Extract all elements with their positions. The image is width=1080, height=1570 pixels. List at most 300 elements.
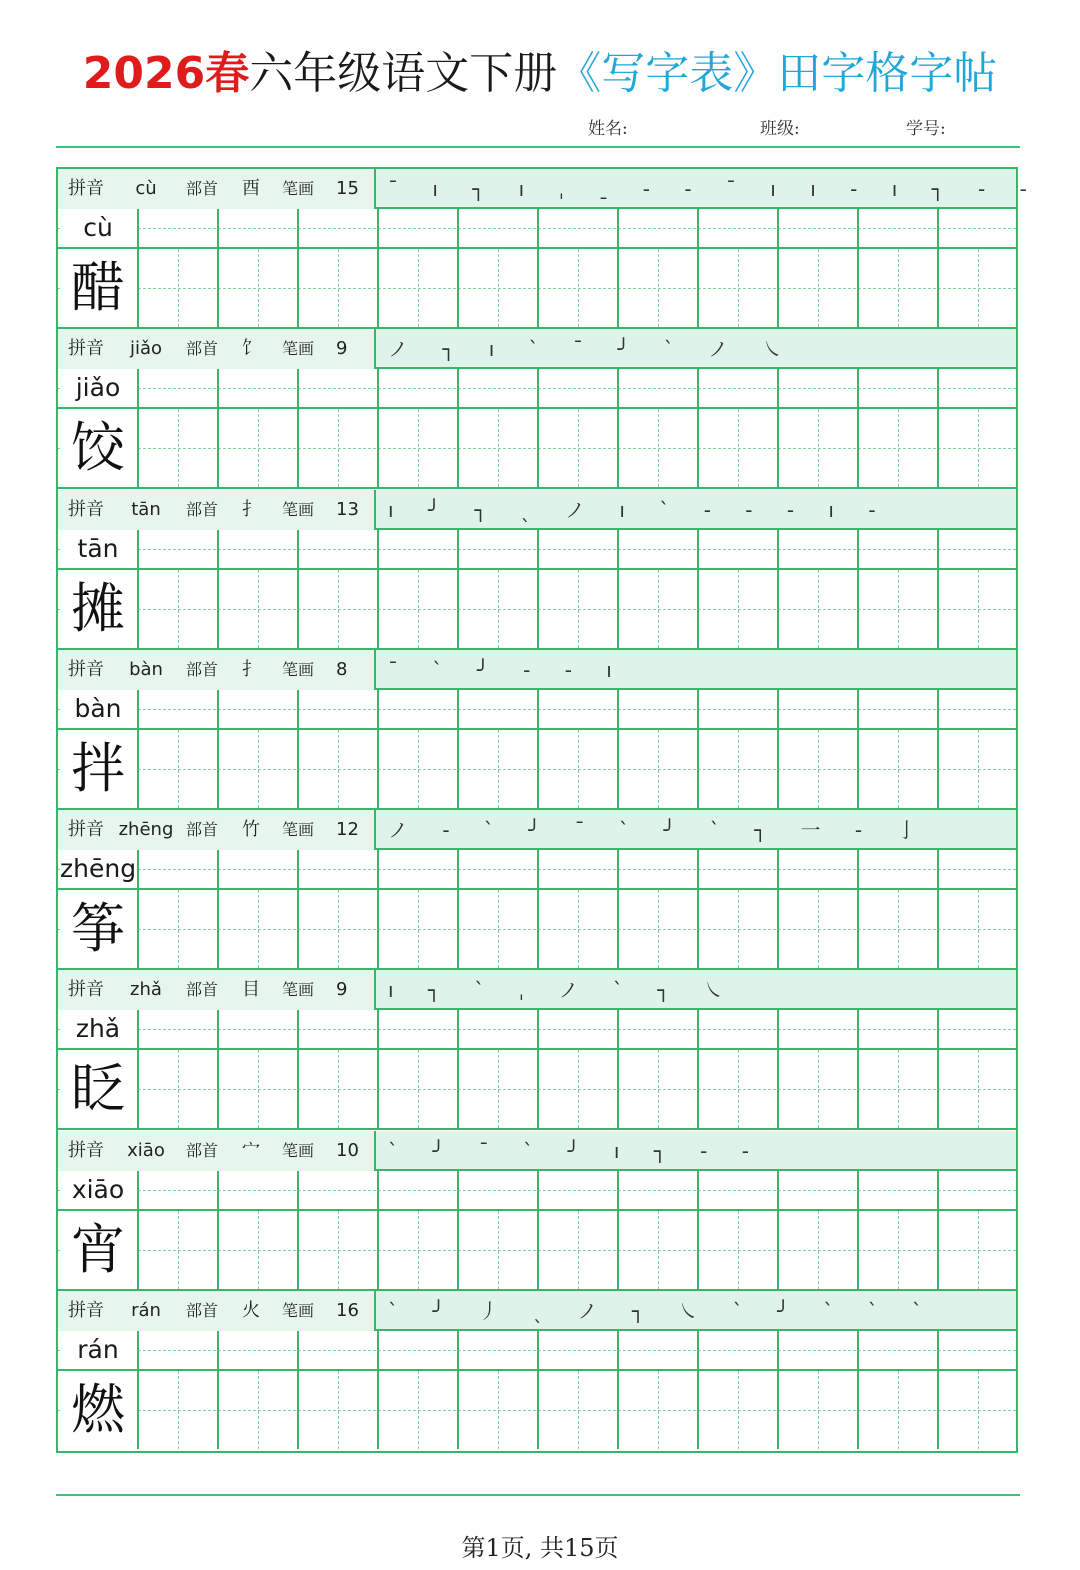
grid-divider bbox=[297, 530, 299, 568]
character-practice-row bbox=[58, 890, 1016, 970]
radical-label: 部首 bbox=[186, 1140, 219, 1160]
grid-divider bbox=[297, 1211, 299, 1289]
radical-value: 酉 bbox=[242, 178, 260, 199]
tian-vertical-guide bbox=[178, 730, 179, 808]
character-practice-row bbox=[58, 730, 1016, 810]
grid-divider bbox=[217, 209, 219, 247]
grid-divider bbox=[937, 1331, 939, 1369]
grid-divider bbox=[537, 690, 539, 728]
grid-divider bbox=[697, 1211, 699, 1289]
character-block bbox=[58, 810, 1016, 970]
model-pinyin: tān bbox=[60, 530, 136, 568]
grid-divider bbox=[137, 850, 139, 888]
tian-vertical-guide bbox=[818, 730, 819, 808]
info-bar bbox=[58, 970, 1016, 1010]
grid-divider bbox=[937, 690, 939, 728]
tian-vertical-guide bbox=[578, 1050, 579, 1128]
grid-divider bbox=[857, 1331, 859, 1369]
grid-divider bbox=[537, 369, 539, 407]
pinyin-label: 拼音 bbox=[68, 338, 104, 360]
strokes-value: 9 bbox=[336, 979, 348, 1001]
model-pinyin: rán bbox=[60, 1331, 136, 1369]
page-title bbox=[0, 44, 1080, 104]
model-character: 醋 bbox=[60, 249, 136, 327]
grid-divider bbox=[217, 570, 219, 648]
grid-divider bbox=[137, 1211, 139, 1289]
grid-divider bbox=[617, 570, 619, 648]
tian-vertical-guide bbox=[898, 1211, 899, 1289]
tian-vertical-guide bbox=[818, 890, 819, 968]
grid-divider bbox=[857, 730, 859, 808]
grid-divider bbox=[697, 730, 699, 808]
grid-divider bbox=[377, 249, 379, 327]
radical-label: 部首 bbox=[186, 179, 219, 198]
tian-vertical-guide bbox=[418, 1211, 419, 1289]
tian-vertical-guide bbox=[338, 1211, 339, 1289]
grid-divider bbox=[537, 1171, 539, 1209]
grid-divider bbox=[217, 249, 219, 327]
character-practice-row bbox=[58, 1211, 1016, 1291]
tian-vertical-guide bbox=[898, 730, 899, 808]
grid-divider bbox=[137, 209, 139, 247]
tian-vertical-guide bbox=[498, 890, 499, 968]
stroke-order-strip: ˋ ╯ ˉ ˋ ╯ ı ┐ ‐ ‐ bbox=[388, 1138, 763, 1163]
strokes-label: 笔画 bbox=[282, 659, 315, 679]
grid-divider bbox=[697, 690, 699, 728]
grid-divider bbox=[857, 1211, 859, 1289]
grid-divider bbox=[857, 249, 859, 327]
strokes-label: 笔画 bbox=[282, 499, 315, 519]
pinyin-practice-row bbox=[58, 1331, 1016, 1371]
grid-divider bbox=[457, 690, 459, 728]
grid-divider bbox=[457, 369, 459, 407]
grid-divider bbox=[697, 890, 699, 968]
grid-divider bbox=[217, 850, 219, 888]
title-grade: 六年级语文下册 bbox=[249, 48, 558, 99]
pinyin-value: rán bbox=[131, 1299, 161, 1321]
grid-divider bbox=[857, 369, 859, 407]
grid-divider bbox=[377, 1171, 379, 1209]
info-bar bbox=[58, 810, 1016, 850]
tian-vertical-guide bbox=[338, 570, 339, 648]
grid-divider bbox=[937, 209, 939, 247]
model-pinyin: bàn bbox=[60, 690, 136, 728]
grid-divider bbox=[697, 850, 699, 888]
grid-divider bbox=[697, 570, 699, 648]
tian-vertical-guide bbox=[258, 249, 259, 327]
tian-vertical-guide bbox=[418, 730, 419, 808]
grid-divider bbox=[217, 409, 219, 487]
grid-divider bbox=[777, 690, 779, 728]
model-pinyin: zhǎ bbox=[60, 1010, 136, 1048]
tian-vertical-guide bbox=[898, 1050, 899, 1128]
grid-divider bbox=[617, 1371, 619, 1449]
info-cell bbox=[58, 970, 376, 1010]
tian-vertical-guide bbox=[738, 249, 739, 327]
pinyin-practice-row bbox=[58, 530, 1016, 570]
character-practice-row bbox=[58, 570, 1016, 650]
grid-divider bbox=[937, 890, 939, 968]
grid-divider bbox=[777, 730, 779, 808]
tian-vertical-guide bbox=[818, 1050, 819, 1128]
tian-vertical-guide bbox=[978, 1211, 979, 1289]
strokes-value: 9 bbox=[336, 338, 348, 360]
tian-vertical-guide bbox=[658, 1050, 659, 1128]
grid-divider bbox=[137, 570, 139, 648]
grid-divider bbox=[457, 1010, 459, 1048]
strokes-label: 笔画 bbox=[282, 1140, 315, 1160]
radical-label: 部首 bbox=[186, 339, 219, 359]
grid-divider bbox=[217, 1331, 219, 1369]
grid-divider bbox=[937, 1010, 939, 1048]
grid-divider bbox=[297, 369, 299, 407]
radical-value: 目 bbox=[242, 979, 260, 1001]
info-cell bbox=[58, 650, 376, 690]
model-pinyin: zhēng bbox=[60, 850, 136, 888]
grid-divider bbox=[537, 209, 539, 247]
radical-value: 火 bbox=[242, 1299, 260, 1321]
grid-divider bbox=[377, 530, 379, 568]
pinyin-value: tān bbox=[131, 498, 161, 520]
radical-label: 部首 bbox=[186, 980, 219, 1000]
stroke-order-strip: ノ ┐ ı ˋ ˉ ╯ ˋ ノ ㇏ bbox=[388, 337, 797, 362]
grid-divider bbox=[937, 850, 939, 888]
grid-divider bbox=[457, 249, 459, 327]
tian-vertical-guide bbox=[658, 409, 659, 487]
grid-divider bbox=[537, 1331, 539, 1369]
tian-vertical-guide bbox=[898, 409, 899, 487]
practice-sheet bbox=[56, 167, 1041, 1453]
grid-divider bbox=[537, 409, 539, 487]
grid-divider bbox=[137, 249, 139, 327]
grid-divider bbox=[297, 209, 299, 247]
pinyin-value: jiǎo bbox=[129, 338, 163, 360]
character-block bbox=[58, 650, 1016, 810]
tian-vertical-guide bbox=[178, 570, 179, 648]
tian-vertical-guide bbox=[978, 730, 979, 808]
grid-divider bbox=[217, 1371, 219, 1449]
grid-divider bbox=[217, 1050, 219, 1128]
grid-divider bbox=[297, 1331, 299, 1369]
grid-divider bbox=[537, 530, 539, 568]
tian-vertical-guide bbox=[258, 570, 259, 648]
grid-divider bbox=[457, 209, 459, 247]
grid-divider bbox=[857, 690, 859, 728]
tian-vertical-guide bbox=[258, 890, 259, 968]
grid-divider bbox=[297, 249, 299, 327]
radical-value: 扌 bbox=[242, 498, 260, 520]
grid-divider bbox=[777, 570, 779, 648]
grid-divider bbox=[457, 409, 459, 487]
tian-vertical-guide bbox=[898, 249, 899, 327]
tian-vertical-guide bbox=[738, 1211, 739, 1289]
pinyin-practice-row bbox=[58, 690, 1016, 730]
grid-divider bbox=[697, 1331, 699, 1369]
strokes-label: 笔画 bbox=[282, 980, 315, 1000]
grid-divider bbox=[377, 1371, 379, 1449]
pinyin-practice-row bbox=[58, 1010, 1016, 1050]
tian-vertical-guide bbox=[178, 1211, 179, 1289]
character-practice-row bbox=[58, 1050, 1016, 1130]
tian-vertical-guide bbox=[578, 249, 579, 327]
grid-divider bbox=[377, 890, 379, 968]
class-field-label: 班级: bbox=[760, 119, 800, 139]
radical-value: 扌 bbox=[242, 658, 260, 680]
grid-divider bbox=[377, 369, 379, 407]
tian-vertical-guide bbox=[418, 1371, 419, 1449]
pinyin-value: cù bbox=[135, 178, 157, 199]
tian-vertical-guide bbox=[578, 1211, 579, 1289]
tian-vertical-guide bbox=[418, 890, 419, 968]
tian-vertical-guide bbox=[898, 890, 899, 968]
grid-divider bbox=[777, 1010, 779, 1048]
grid-divider bbox=[457, 1171, 459, 1209]
grid-divider bbox=[377, 730, 379, 808]
grid-divider bbox=[537, 1371, 539, 1449]
info-bar bbox=[58, 1291, 1016, 1331]
grid-divider bbox=[697, 1050, 699, 1128]
grid-divider bbox=[217, 369, 219, 407]
grid-divider bbox=[457, 530, 459, 568]
grid-divider bbox=[857, 1010, 859, 1048]
grid-divider bbox=[537, 249, 539, 327]
tian-vertical-guide bbox=[178, 1050, 179, 1128]
grid-divider bbox=[457, 1211, 459, 1289]
tian-vertical-guide bbox=[338, 409, 339, 487]
tian-vertical-guide bbox=[258, 409, 259, 487]
pinyin-value: zhēng bbox=[118, 819, 174, 840]
info-cell bbox=[58, 1291, 376, 1331]
grid-divider bbox=[697, 369, 699, 407]
grid-divider bbox=[937, 730, 939, 808]
footer-divider bbox=[56, 1494, 1020, 1496]
grid-divider bbox=[137, 1171, 139, 1209]
strokes-value: 10 bbox=[336, 1139, 359, 1161]
grid-divider bbox=[617, 730, 619, 808]
grid-divider bbox=[137, 690, 139, 728]
grid-divider bbox=[217, 1211, 219, 1289]
grid-divider bbox=[137, 1050, 139, 1128]
tian-vertical-guide bbox=[738, 730, 739, 808]
radical-value: 宀 bbox=[242, 1139, 260, 1161]
character-block bbox=[58, 329, 1016, 489]
tian-vertical-guide bbox=[978, 570, 979, 648]
grid-divider bbox=[777, 850, 779, 888]
strokes-value: 13 bbox=[336, 498, 359, 520]
tian-vertical-guide bbox=[818, 570, 819, 648]
grid-divider bbox=[297, 1171, 299, 1209]
grid-divider bbox=[457, 890, 459, 968]
radical-label: 部首 bbox=[186, 659, 219, 679]
grid-divider bbox=[937, 1050, 939, 1128]
radical-value: 饣 bbox=[242, 338, 260, 360]
character-block bbox=[58, 970, 1016, 1130]
grid-divider bbox=[377, 409, 379, 487]
pinyin-value: zhǎ bbox=[130, 979, 162, 1001]
model-pinyin: cù bbox=[60, 209, 136, 247]
strokes-label: 笔画 bbox=[282, 179, 315, 198]
grid-divider bbox=[937, 530, 939, 568]
tian-vertical-guide bbox=[418, 409, 419, 487]
title-book: 《写字表》田字格字帖 bbox=[557, 48, 998, 99]
tian-vertical-guide bbox=[258, 1211, 259, 1289]
grid-divider bbox=[777, 1171, 779, 1209]
grid-divider bbox=[537, 1211, 539, 1289]
tian-vertical-guide bbox=[338, 1050, 339, 1128]
grid-divider bbox=[617, 249, 619, 327]
grid-divider bbox=[537, 1050, 539, 1128]
grid-divider bbox=[697, 1171, 699, 1209]
pinyin-label: 拼音 bbox=[68, 178, 104, 199]
character-practice-row bbox=[58, 409, 1016, 489]
info-bar bbox=[58, 169, 1041, 209]
model-character: 饺 bbox=[60, 409, 136, 487]
grid-divider bbox=[617, 1010, 619, 1048]
info-bar bbox=[58, 650, 1016, 690]
number-field-label: 学号: bbox=[906, 119, 946, 139]
strokes-value: 15 bbox=[336, 178, 359, 199]
tian-vertical-guide bbox=[498, 409, 499, 487]
tian-vertical-guide bbox=[738, 890, 739, 968]
tian-vertical-guide bbox=[658, 249, 659, 327]
tian-vertical-guide bbox=[338, 890, 339, 968]
grid-divider bbox=[457, 570, 459, 648]
grid-divider bbox=[297, 1050, 299, 1128]
grid-divider bbox=[137, 1371, 139, 1449]
info-cell bbox=[58, 810, 376, 850]
model-pinyin: xiāo bbox=[60, 1171, 136, 1209]
pinyin-practice-row bbox=[58, 369, 1016, 409]
grid-divider bbox=[377, 850, 379, 888]
grid-divider bbox=[137, 1331, 139, 1369]
stroke-order-strip: ı ┐ ˋ ˌ ノ ˋ ┐ ㇏ bbox=[388, 978, 738, 1003]
grid-divider bbox=[377, 1331, 379, 1369]
info-cell bbox=[58, 329, 376, 369]
tian-vertical-guide bbox=[658, 730, 659, 808]
tian-vertical-guide bbox=[978, 249, 979, 327]
stroke-order-strip: ˉ ı ┐ ı ˌ ˍ ‐ ‐ ˉ ı ı ‐ ı ┐ ‐ ‐ bbox=[388, 177, 1041, 201]
grid-divider bbox=[297, 890, 299, 968]
grid-divider bbox=[937, 409, 939, 487]
tian-vertical-guide bbox=[578, 890, 579, 968]
pinyin-practice-row bbox=[58, 209, 1016, 249]
radical-label: 部首 bbox=[186, 820, 219, 839]
grid-divider bbox=[377, 1050, 379, 1128]
tian-vertical-guide bbox=[578, 1371, 579, 1449]
pinyin-practice-row bbox=[58, 1171, 1016, 1211]
grid-divider bbox=[857, 209, 859, 247]
tian-vertical-guide bbox=[418, 249, 419, 327]
grid-divider bbox=[697, 209, 699, 247]
info-cell bbox=[58, 169, 376, 209]
tian-vertical-guide bbox=[178, 409, 179, 487]
grid-divider bbox=[297, 570, 299, 648]
grid-divider bbox=[777, 890, 779, 968]
model-character: 宵 bbox=[60, 1211, 136, 1289]
grid-divider bbox=[537, 570, 539, 648]
grid-divider bbox=[937, 369, 939, 407]
grid-divider bbox=[857, 530, 859, 568]
tian-vertical-guide bbox=[498, 1371, 499, 1449]
grid-divider bbox=[217, 690, 219, 728]
tian-vertical-guide bbox=[658, 1371, 659, 1449]
stroke-order-strip: ı ╯ ┐ ˎ ノ ı ˋ ‐ ‐ ‐ ı ‐ bbox=[388, 497, 890, 522]
tian-vertical-guide bbox=[338, 249, 339, 327]
grid-divider bbox=[617, 209, 619, 247]
tian-vertical-guide bbox=[418, 570, 419, 648]
grid-divider bbox=[297, 690, 299, 728]
model-character: 筝 bbox=[60, 890, 136, 968]
grid-divider bbox=[457, 730, 459, 808]
tian-vertical-guide bbox=[178, 1371, 179, 1449]
pinyin-label: 拼音 bbox=[68, 1299, 104, 1321]
grid-divider bbox=[777, 409, 779, 487]
header-divider bbox=[56, 146, 1020, 148]
info-bar bbox=[58, 329, 1016, 369]
pinyin-label: 拼音 bbox=[68, 819, 104, 840]
tian-vertical-guide bbox=[898, 570, 899, 648]
tian-vertical-guide bbox=[738, 1371, 739, 1449]
grid-divider bbox=[617, 1050, 619, 1128]
grid-divider bbox=[457, 1371, 459, 1449]
grid-divider bbox=[777, 249, 779, 327]
tian-vertical-guide bbox=[658, 1211, 659, 1289]
grid-divider bbox=[217, 1010, 219, 1048]
grid-divider bbox=[617, 1211, 619, 1289]
grid-divider bbox=[537, 850, 539, 888]
grid-divider bbox=[137, 369, 139, 407]
grid-divider bbox=[857, 1371, 859, 1449]
tian-vertical-guide bbox=[258, 1050, 259, 1128]
tian-vertical-guide bbox=[578, 730, 579, 808]
grid-divider bbox=[617, 530, 619, 568]
grid-divider bbox=[377, 209, 379, 247]
tian-vertical-guide bbox=[818, 1371, 819, 1449]
tian-vertical-guide bbox=[978, 1050, 979, 1128]
tian-vertical-guide bbox=[818, 409, 819, 487]
tian-vertical-guide bbox=[258, 1371, 259, 1449]
grid-divider bbox=[617, 369, 619, 407]
strokes-label: 笔画 bbox=[282, 1300, 315, 1320]
tian-vertical-guide bbox=[738, 570, 739, 648]
grid-divider bbox=[457, 850, 459, 888]
grid-divider bbox=[457, 1050, 459, 1128]
grid-divider bbox=[137, 409, 139, 487]
tian-vertical-guide bbox=[498, 1211, 499, 1289]
tian-vertical-guide bbox=[738, 409, 739, 487]
grid-divider bbox=[857, 1171, 859, 1209]
grid-divider bbox=[377, 570, 379, 648]
grid-divider bbox=[217, 1171, 219, 1209]
character-practice-row bbox=[58, 1371, 1016, 1451]
grid-divider bbox=[297, 1010, 299, 1048]
grid-divider bbox=[297, 850, 299, 888]
strokes-label: 笔画 bbox=[282, 820, 315, 839]
grid-divider bbox=[857, 850, 859, 888]
stroke-order-strip: ノ ‐ ˋ ╯ ˉ ˋ ╯ ˋ ┐ 一 ‐ 亅 bbox=[388, 818, 931, 842]
grid-divider bbox=[137, 890, 139, 968]
grid-divider bbox=[857, 570, 859, 648]
grid-divider bbox=[937, 1171, 939, 1209]
info-cell bbox=[58, 490, 376, 530]
student-fields bbox=[0, 114, 1080, 142]
grid-divider bbox=[457, 1331, 459, 1369]
tian-vertical-guide bbox=[738, 1050, 739, 1128]
info-bar bbox=[58, 1131, 1016, 1171]
radical-value: 竹 bbox=[242, 819, 260, 840]
pinyin-value: xiāo bbox=[127, 1139, 165, 1161]
grid-divider bbox=[697, 409, 699, 487]
